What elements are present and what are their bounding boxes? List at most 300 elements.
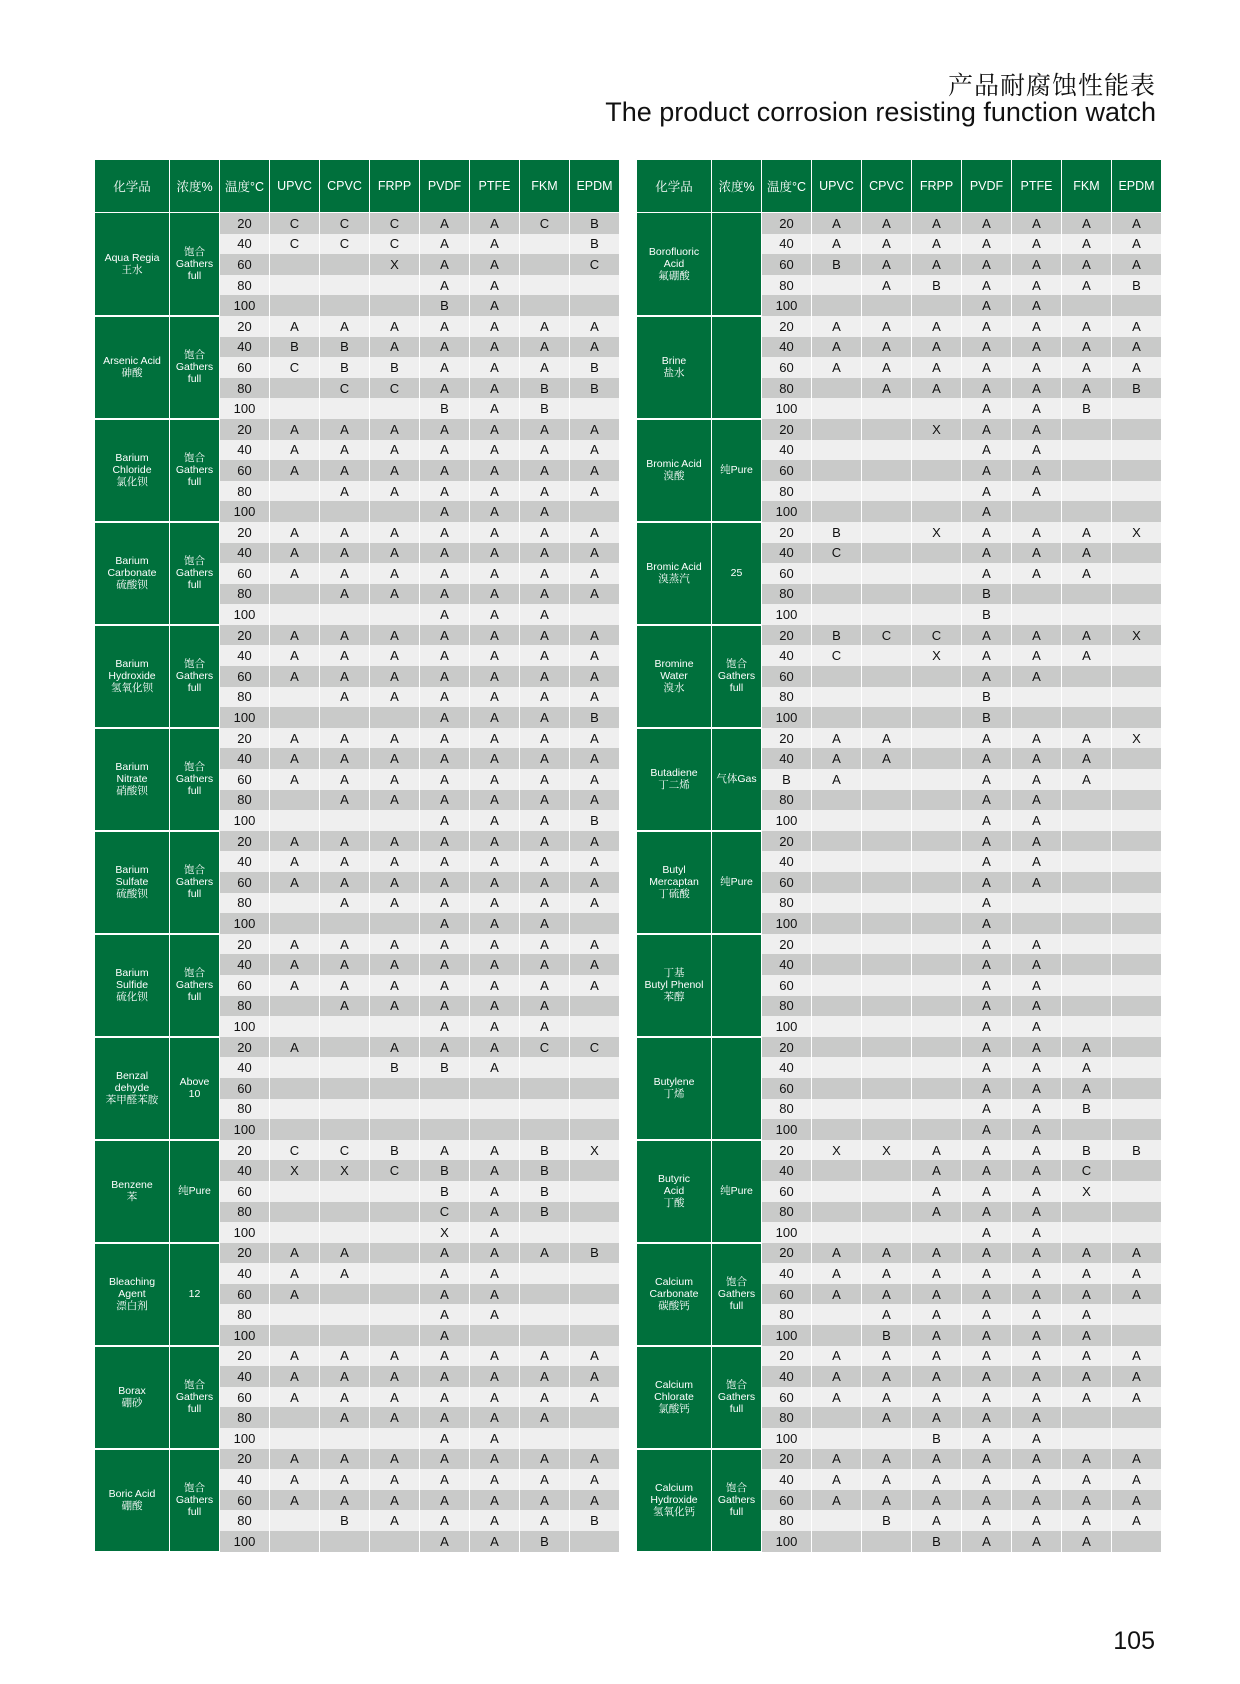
epdm-cell: [1112, 851, 1162, 872]
cpvc-cell: B: [862, 1510, 912, 1531]
pvdf-cell: A: [420, 440, 470, 461]
pvdf-cell: A: [420, 851, 470, 872]
epdm-cell: [1112, 687, 1162, 708]
table-row: [95, 213, 620, 234]
frpp-cell: [912, 728, 962, 749]
pvdf-cell: A: [962, 378, 1012, 399]
ptfe-cell: A: [1012, 1387, 1062, 1408]
temperature-cell: 80: [220, 687, 270, 708]
pvdf-cell: B: [420, 1181, 470, 1202]
cpvc-cell: A: [320, 1490, 370, 1511]
frpp-cell: [912, 1222, 962, 1243]
frpp-cell: A: [912, 1263, 962, 1284]
fkm-cell: A: [1062, 522, 1112, 543]
cpvc-cell: A: [862, 378, 912, 399]
pvdf-cell: A: [962, 254, 1012, 275]
fkm-cell: [1062, 604, 1112, 625]
ptfe-cell: A: [470, 893, 520, 914]
epdm-cell: [1112, 419, 1162, 440]
cpvc-cell: A: [320, 666, 370, 687]
cpvc-cell: A: [320, 769, 370, 790]
pvdf-cell: A: [962, 1057, 1012, 1078]
pvdf-cell: A: [962, 460, 1012, 481]
upvc-cell: [812, 1531, 862, 1552]
ptfe-cell: [470, 1078, 520, 1099]
table-row: [637, 213, 1162, 234]
temperature-cell: 100: [762, 604, 812, 625]
temperature-cell: 60: [762, 1284, 812, 1305]
upvc-cell: [270, 275, 320, 296]
upvc-cell: [812, 378, 862, 399]
epdm-cell: A: [1112, 357, 1162, 378]
ptfe-cell: A: [470, 295, 520, 316]
upvc-cell: A: [812, 1387, 862, 1408]
epdm-cell: [1112, 1119, 1162, 1140]
page-number: 105: [1113, 1627, 1155, 1655]
cpvc-cell: [320, 1181, 370, 1202]
fkm-cell: A: [520, 440, 570, 461]
ptfe-cell: A: [1012, 1490, 1062, 1511]
cpvc-cell: A: [320, 316, 370, 337]
fkm-cell: [1062, 1202, 1112, 1223]
cpvc-cell: A: [320, 996, 370, 1017]
cpvc-cell: [862, 851, 912, 872]
cpvc-cell: A: [320, 1449, 370, 1470]
pvdf-cell: A: [420, 460, 470, 481]
pvdf-cell: A: [420, 357, 470, 378]
frpp-cell: A: [370, 337, 420, 358]
epdm-cell: B: [1112, 275, 1162, 296]
concentration: 饱合 Gathers full: [170, 213, 220, 316]
temperature-cell: 100: [220, 810, 270, 831]
table-row: [637, 1346, 1162, 1367]
temperature-cell: 20: [762, 1243, 812, 1264]
upvc-cell: [270, 398, 320, 419]
epdm-cell: [1112, 975, 1162, 996]
upvc-cell: [812, 975, 862, 996]
ptfe-cell: A: [470, 645, 520, 666]
pvdf-cell: A: [420, 1469, 470, 1490]
pvdf-cell: A: [962, 563, 1012, 584]
pvdf-cell: A: [420, 996, 470, 1017]
pvdf-cell: A: [420, 604, 470, 625]
cpvc-cell: A: [862, 1304, 912, 1325]
pvdf-cell: A: [420, 1140, 470, 1161]
frpp-cell: [912, 1099, 962, 1120]
frpp-cell: [370, 1263, 420, 1284]
upvc-cell: [270, 1016, 320, 1037]
epdm-cell: [1112, 666, 1162, 687]
pvdf-cell: A: [962, 1099, 1012, 1120]
temperature-cell: 20: [220, 1037, 270, 1058]
upvc-cell: A: [812, 769, 862, 790]
epdm-cell: B: [570, 707, 620, 728]
temperature-cell: 20: [220, 934, 270, 955]
epdm-cell: B: [570, 378, 620, 399]
cpvc-cell: C: [862, 625, 912, 646]
epdm-cell: [1112, 1407, 1162, 1428]
temperature-cell: 100: [220, 295, 270, 316]
epdm-cell: A: [570, 872, 620, 893]
epdm-cell: A: [570, 1490, 620, 1511]
frpp-cell: A: [912, 1284, 962, 1305]
pvdf-cell: A: [420, 316, 470, 337]
ptfe-cell: A: [470, 1449, 520, 1470]
fkm-cell: [520, 1099, 570, 1120]
pvdf-cell: A: [962, 975, 1012, 996]
upvc-cell: [270, 1181, 320, 1202]
ptfe-cell: A: [470, 1284, 520, 1305]
epdm-cell: [570, 604, 620, 625]
temperature-cell: 60: [762, 1387, 812, 1408]
pvdf-cell: A: [962, 1387, 1012, 1408]
cpvc-cell: A: [320, 543, 370, 564]
pvdf-cell: B: [420, 1160, 470, 1181]
epdm-cell: X: [1112, 625, 1162, 646]
upvc-cell: [270, 1057, 320, 1078]
pvdf-cell: A: [420, 1284, 470, 1305]
cpvc-cell: A: [320, 645, 370, 666]
concentration: 饱合 Gathers full: [170, 1449, 220, 1552]
frpp-cell: [370, 1099, 420, 1120]
fkm-cell: [1062, 440, 1112, 461]
fkm-cell: A: [1062, 1531, 1112, 1552]
temperature-cell: 40: [220, 1469, 270, 1490]
cpvc-cell: [320, 1057, 370, 1078]
temperature-cell: 40: [762, 1160, 812, 1181]
frpp-cell: A: [912, 1140, 962, 1161]
ptfe-cell: A: [1012, 872, 1062, 893]
table-row: [95, 1346, 620, 1367]
upvc-cell: [812, 831, 862, 852]
ptfe-cell: A: [1012, 295, 1062, 316]
frpp-cell: [912, 810, 962, 831]
fkm-cell: B: [1062, 1099, 1112, 1120]
fkm-cell: A: [1062, 213, 1112, 234]
pvdf-cell: A: [962, 1510, 1012, 1531]
fkm-cell: [1062, 460, 1112, 481]
ptfe-cell: A: [1012, 1222, 1062, 1243]
fkm-cell: [1062, 1016, 1112, 1037]
ptfe-cell: A: [1012, 1346, 1062, 1367]
upvc-cell: B: [270, 337, 320, 358]
epdm-cell: [570, 1181, 620, 1202]
cpvc-cell: A: [320, 1263, 370, 1284]
cpvc-cell: A: [320, 1469, 370, 1490]
ptfe-cell: [470, 1099, 520, 1120]
epdm-cell: [570, 1016, 620, 1037]
frpp-cell: X: [370, 254, 420, 275]
cpvc-cell: [862, 1037, 912, 1058]
fkm-cell: [1062, 666, 1112, 687]
pvdf-cell: B: [962, 707, 1012, 728]
ptfe-cell: A: [470, 234, 520, 255]
ptfe-cell: A: [1012, 1037, 1062, 1058]
temperature-cell: 100: [220, 1222, 270, 1243]
cpvc-cell: [320, 604, 370, 625]
frpp-cell: [370, 1181, 420, 1202]
pvdf-cell: A: [962, 1449, 1012, 1470]
cpvc-cell: A: [320, 975, 370, 996]
epdm-cell: [1112, 1181, 1162, 1202]
frpp-cell: [912, 769, 962, 790]
fkm-cell: A: [1062, 337, 1112, 358]
temperature-cell: 80: [220, 1304, 270, 1325]
upvc-cell: A: [270, 316, 320, 337]
temperature-cell: 80: [220, 1407, 270, 1428]
upvc-cell: [270, 707, 320, 728]
concentration: 12: [170, 1243, 220, 1346]
ptfe-cell: A: [470, 625, 520, 646]
chemical-name: Borax 硼砂: [95, 1346, 170, 1449]
frpp-cell: A: [912, 1469, 962, 1490]
frpp-cell: [370, 398, 420, 419]
fkm-cell: [1062, 1222, 1112, 1243]
upvc-cell: A: [270, 831, 320, 852]
cpvc-cell: [320, 1099, 370, 1120]
ptfe-cell: A: [470, 1510, 520, 1531]
epdm-cell: A: [1112, 213, 1162, 234]
cpvc-cell: A: [862, 1346, 912, 1367]
epdm-cell: [570, 913, 620, 934]
column-header: PVDF: [962, 160, 1012, 213]
pvdf-cell: A: [420, 1304, 470, 1325]
cpvc-cell: [862, 543, 912, 564]
upvc-cell: A: [270, 625, 320, 646]
ptfe-cell: A: [1012, 481, 1062, 502]
frpp-cell: [912, 851, 962, 872]
ptfe-cell: A: [470, 254, 520, 275]
epdm-cell: [570, 275, 620, 296]
cpvc-cell: A: [320, 687, 370, 708]
temperature-cell: 80: [762, 1510, 812, 1531]
upvc-cell: [812, 790, 862, 811]
frpp-cell: A: [370, 1366, 420, 1387]
epdm-cell: [570, 1160, 620, 1181]
ptfe-cell: [1012, 604, 1062, 625]
frpp-cell: A: [370, 1346, 420, 1367]
cpvc-cell: [862, 501, 912, 522]
chemical-name: Barium Carbonate 硫酸钡: [95, 522, 170, 625]
fkm-cell: C: [1062, 1160, 1112, 1181]
pvdf-cell: A: [962, 851, 1012, 872]
cpvc-cell: B: [862, 1325, 912, 1346]
temperature-cell: 60: [220, 872, 270, 893]
cpvc-cell: [320, 810, 370, 831]
epdm-cell: A: [570, 851, 620, 872]
upvc-cell: [812, 1160, 862, 1181]
temperature-cell: 20: [220, 419, 270, 440]
ptfe-cell: A: [470, 501, 520, 522]
frpp-cell: [370, 295, 420, 316]
upvc-cell: A: [270, 460, 320, 481]
temperature-cell: 20: [220, 831, 270, 852]
cpvc-cell: A: [320, 522, 370, 543]
fkm-cell: A: [1062, 1366, 1112, 1387]
ptfe-cell: A: [1012, 975, 1062, 996]
ptfe-cell: A: [470, 975, 520, 996]
temperature-cell: 60: [762, 1078, 812, 1099]
upvc-cell: [270, 481, 320, 502]
frpp-cell: B: [370, 1140, 420, 1161]
upvc-cell: [270, 1202, 320, 1223]
cpvc-cell: [862, 1057, 912, 1078]
upvc-cell: A: [812, 1263, 862, 1284]
temperature-cell: 40: [220, 954, 270, 975]
cpvc-cell: [862, 831, 912, 852]
cpvc-cell: B: [320, 357, 370, 378]
temperature-cell: 40: [762, 851, 812, 872]
temperature-cell: 40: [220, 1263, 270, 1284]
temperature-cell: 40: [220, 337, 270, 358]
ptfe-cell: A: [1012, 790, 1062, 811]
epdm-cell: A: [570, 316, 620, 337]
upvc-cell: A: [812, 1469, 862, 1490]
fkm-cell: A: [1062, 748, 1112, 769]
frpp-cell: A: [370, 1387, 420, 1408]
temperature-cell: 60: [762, 254, 812, 275]
pvdf-cell: A: [420, 563, 470, 584]
ptfe-cell: A: [1012, 1181, 1062, 1202]
ptfe-cell: A: [470, 666, 520, 687]
fkm-cell: A: [1062, 316, 1112, 337]
ptfe-cell: A: [470, 1531, 520, 1552]
upvc-cell: A: [270, 543, 320, 564]
upvc-cell: A: [812, 1366, 862, 1387]
cpvc-cell: [320, 1284, 370, 1305]
epdm-cell: A: [1112, 1346, 1162, 1367]
frpp-cell: A: [912, 213, 962, 234]
column-header: PVDF: [420, 160, 470, 213]
frpp-cell: A: [370, 954, 420, 975]
fkm-cell: [1062, 913, 1112, 934]
pvdf-cell: A: [962, 337, 1012, 358]
temperature-cell: 100: [762, 1428, 812, 1449]
upvc-cell: A: [812, 337, 862, 358]
temperature-cell: 80: [762, 1304, 812, 1325]
upvc-cell: [270, 1099, 320, 1120]
frpp-cell: A: [912, 357, 962, 378]
pvdf-cell: B: [962, 687, 1012, 708]
temperature-cell: 100: [762, 1016, 812, 1037]
chemical-name: Calcium Chlorate 氯酸钙: [637, 1346, 712, 1449]
fkm-cell: A: [520, 934, 570, 955]
temperature-cell: 80: [762, 996, 812, 1017]
fkm-cell: A: [520, 1366, 570, 1387]
ptfe-cell: [1012, 707, 1062, 728]
pvdf-cell: A: [962, 1284, 1012, 1305]
temperature-cell: 40: [762, 748, 812, 769]
cpvc-cell: [862, 584, 912, 605]
fkm-cell: A: [520, 1490, 570, 1511]
upvc-cell: [812, 440, 862, 461]
frpp-cell: [370, 1078, 420, 1099]
ptfe-cell: A: [470, 707, 520, 728]
temperature-cell: 20: [220, 522, 270, 543]
cpvc-cell: A: [320, 728, 370, 749]
pvdf-cell: A: [420, 419, 470, 440]
ptfe-cell: A: [1012, 1099, 1062, 1120]
temperature-cell: 80: [762, 1202, 812, 1223]
fkm-cell: [520, 1304, 570, 1325]
ptfe-cell: A: [470, 934, 520, 955]
fkm-cell: A: [1062, 1304, 1112, 1325]
ptfe-cell: A: [470, 1263, 520, 1284]
frpp-cell: C: [370, 1160, 420, 1181]
fkm-cell: X: [1062, 1181, 1112, 1202]
cpvc-cell: [862, 687, 912, 708]
epdm-cell: [1112, 1531, 1162, 1552]
epdm-cell: A: [1112, 234, 1162, 255]
pvdf-cell: A: [420, 275, 470, 296]
temperature-cell: 80: [762, 1407, 812, 1428]
column-header: EPDM: [1112, 160, 1162, 213]
pvdf-cell: B: [420, 398, 470, 419]
temperature-cell: 80: [762, 1099, 812, 1120]
table-row: [637, 625, 1162, 646]
fkm-cell: A: [520, 1346, 570, 1367]
cpvc-cell: A: [320, 440, 370, 461]
ptfe-cell: A: [1012, 1016, 1062, 1037]
temperature-cell: 60: [220, 1181, 270, 1202]
concentration: 25: [712, 522, 762, 625]
frpp-cell: [370, 604, 420, 625]
ptfe-cell: A: [1012, 748, 1062, 769]
cpvc-cell: [320, 1304, 370, 1325]
cpvc-cell: A: [862, 1243, 912, 1264]
pvdf-cell: A: [962, 954, 1012, 975]
cpvc-cell: A: [320, 893, 370, 914]
fkm-cell: A: [520, 316, 570, 337]
pvdf-cell: A: [962, 790, 1012, 811]
ptfe-cell: A: [1012, 831, 1062, 852]
fkm-cell: A: [520, 872, 570, 893]
frpp-cell: [370, 275, 420, 296]
fkm-cell: A: [1062, 254, 1112, 275]
upvc-cell: A: [270, 872, 320, 893]
cpvc-cell: A: [320, 934, 370, 955]
epdm-cell: [1112, 1037, 1162, 1058]
upvc-cell: [270, 1078, 320, 1099]
fkm-cell: [520, 1263, 570, 1284]
temperature-cell: 20: [762, 831, 812, 852]
fkm-cell: A: [520, 357, 570, 378]
cpvc-cell: [862, 790, 912, 811]
cpvc-cell: [320, 1222, 370, 1243]
ptfe-cell: A: [1012, 1263, 1062, 1284]
fkm-cell: A: [520, 790, 570, 811]
chemical-name: Boric Acid 硼酸: [95, 1449, 170, 1552]
fkm-cell: A: [1062, 1510, 1112, 1531]
frpp-cell: [912, 893, 962, 914]
fkm-cell: [1062, 584, 1112, 605]
upvc-cell: [270, 1304, 320, 1325]
upvc-cell: A: [812, 1490, 862, 1511]
epdm-cell: A: [570, 563, 620, 584]
fkm-cell: [1062, 687, 1112, 708]
epdm-cell: [570, 996, 620, 1017]
cpvc-cell: A: [320, 851, 370, 872]
temperature-cell: 40: [220, 543, 270, 564]
fkm-cell: [520, 275, 570, 296]
cpvc-cell: [862, 1016, 912, 1037]
frpp-cell: [370, 1325, 420, 1346]
ptfe-cell: A: [470, 790, 520, 811]
temperature-cell: 100: [762, 1531, 812, 1552]
frpp-cell: [912, 790, 962, 811]
fkm-cell: C: [520, 213, 570, 234]
upvc-cell: A: [270, 1387, 320, 1408]
